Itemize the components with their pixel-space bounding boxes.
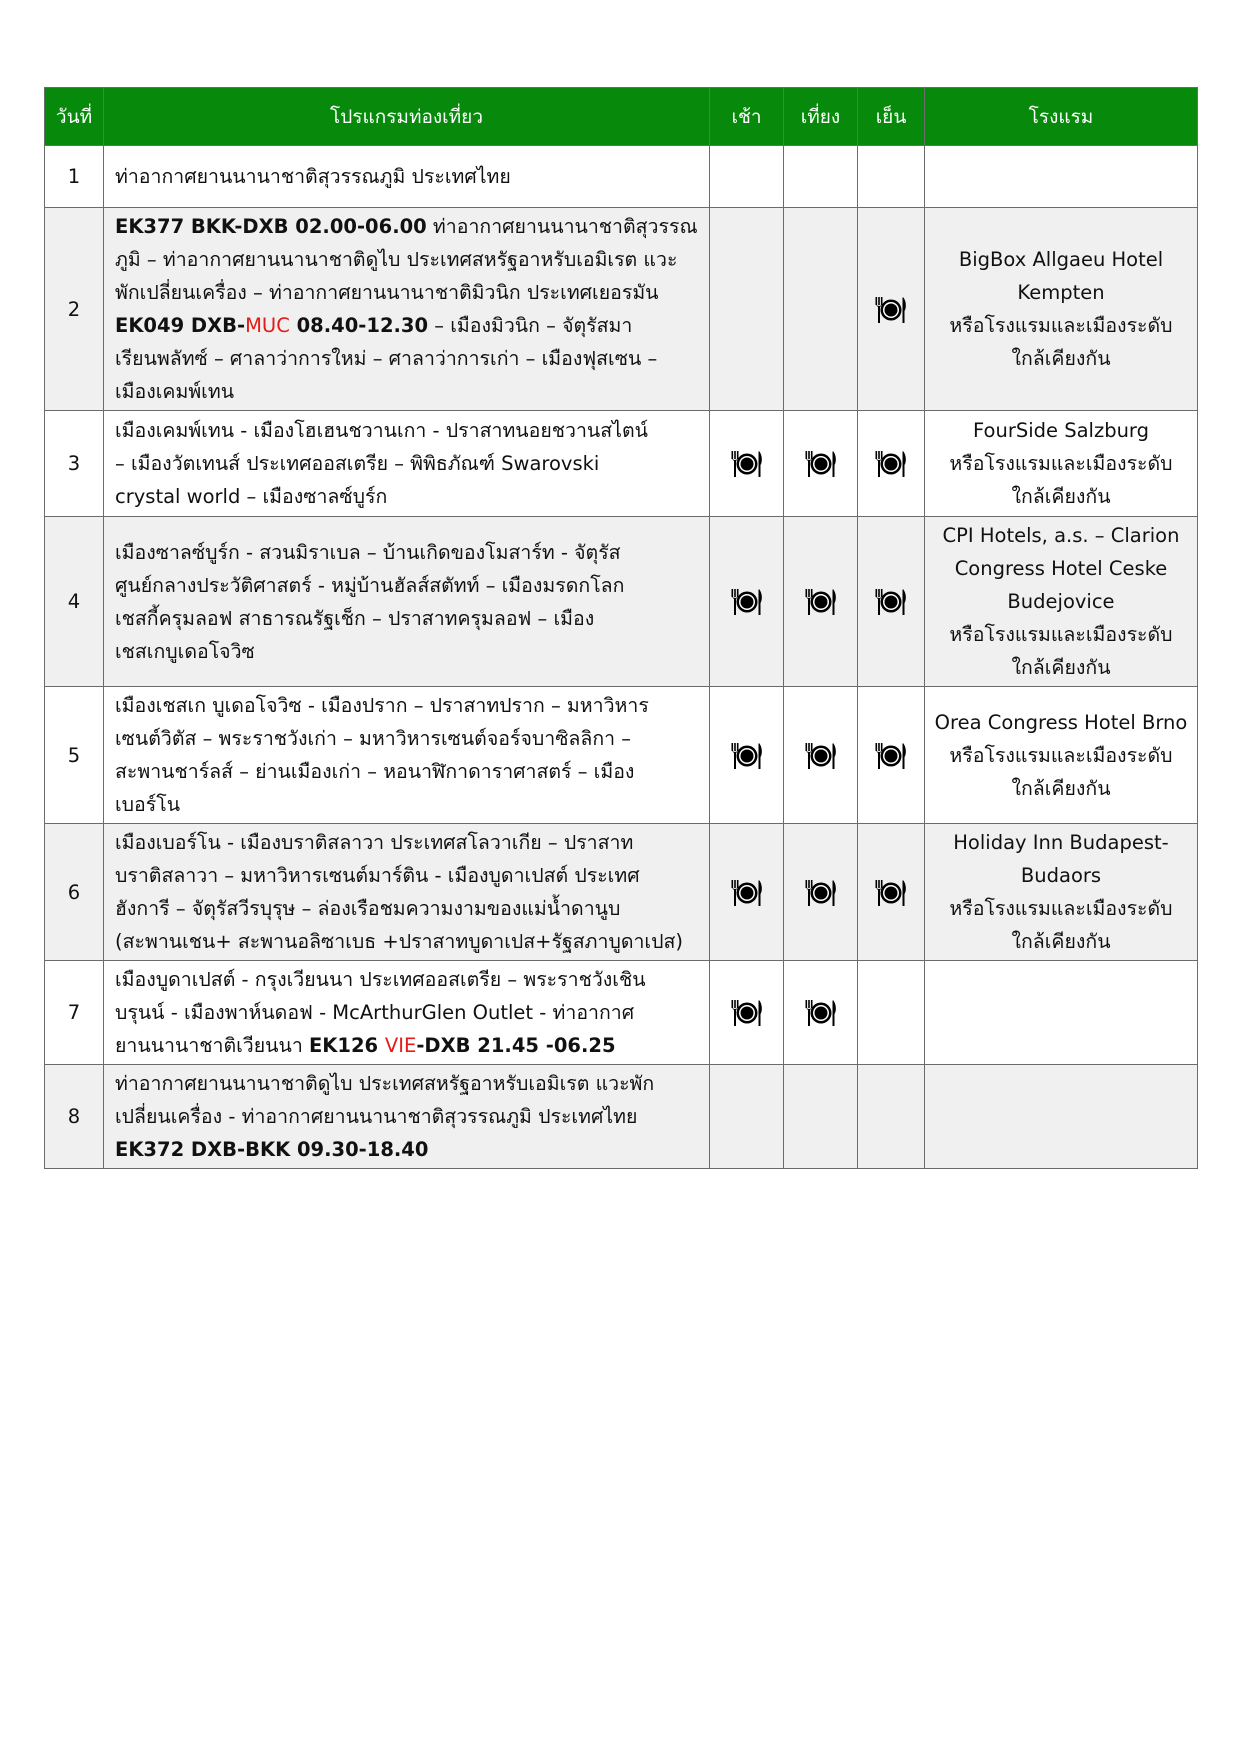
program-line [115,788,699,821]
program-text: crystal world – เมืองซาลซ์บูร์ก [115,485,388,508]
day-number: 7 [45,961,104,1065]
program-description [104,961,710,1065]
plate-fork-knife-icon [804,448,838,480]
program-description [104,146,710,208]
program-line [115,689,699,722]
plate-fork-knife-icon [874,877,908,909]
header-breakfast: เช้า [710,88,784,146]
program-text: บราติสลาวา – มหาวิหารเซนต์มาร์ติน - เมืองบูดาเปสต์ ประเทศ [115,864,640,887]
program-text: พักเปลี่ยนเครื่อง – ท่าอากาศยานนานาชาติมิวนิก ประเทศเยอรมัน [115,281,659,304]
program-line [115,925,699,958]
hotel-line: หรือโรงแรมและเมืองระดับ [949,623,1173,646]
program-text: ยานนานาชาติเวียนนา [115,1034,309,1057]
plate-fork-knife-icon [804,877,838,909]
table-row [45,1065,1198,1169]
lunch-cell [784,824,858,961]
header-dinner: เย็น [858,88,925,146]
flight-info: -DXB 21.45 -06.25 [416,1034,616,1057]
program-text: เชสกี้ครุมลอฟ สาธารณรัฐเช็ก – ปราสาทครุมลอฟ – เมือง [115,606,595,630]
program-line [115,243,699,276]
program-line [115,1133,699,1166]
program-text: เมืองเคมพ์เทน - เมืองโฮเฮนชวานเกา - ปราสาทนอยชวานสไตน์ [115,419,648,442]
flight-info: EK377 BKK-DXB 02.00-06.00 [115,215,427,238]
lunch-cell [784,961,858,1065]
program-line [115,480,699,513]
program-line [115,859,699,892]
program-line [115,309,699,342]
hotel-line: หรือโรงแรมและเมืองระดับ [949,897,1173,920]
breakfast-cell [710,146,784,208]
hotel-line: Congress Hotel Ceske [954,557,1168,580]
program-text: เปลี่ยนเครื่อง - ท่าอากาศยานนานาชาติสุวรรณภูมิ ประเทศไทย [115,1105,638,1128]
hotel-line: Kempten [1017,281,1105,304]
hotel-cell [925,146,1198,208]
plate-fork-knife-icon [804,997,838,1029]
hotel-cell [925,1065,1198,1169]
hotel-line: Orea Congress Hotel Brno [934,710,1188,734]
program-line [115,375,699,408]
lunch-cell [784,687,858,824]
hotel-line: BigBox Allgaeu Hotel [958,248,1164,271]
header-hotel: โรงแรม [925,88,1198,146]
day-number: 2 [45,208,104,411]
flight-info: EK126 [308,1034,385,1057]
program-line [115,276,699,309]
program-line [115,635,699,668]
plate-fork-knife-icon [874,740,908,772]
hotel-cell [925,961,1198,1065]
program-text: เบอร์โน [115,793,181,816]
program-description [104,824,710,961]
program-line [115,892,699,925]
plate-fork-knife-icon [874,586,908,618]
hotel-cell [925,824,1198,961]
breakfast-cell [710,411,784,517]
airport-code-highlight: VIE [384,1034,417,1057]
day-number: 5 [45,687,104,824]
program-description [104,208,710,411]
hotel-cell [925,687,1198,824]
table-row [45,146,1198,208]
program-line [115,722,699,755]
day-number: 6 [45,824,104,961]
flight-info: 08.40-12.30 [289,314,429,337]
program-text: ท่าอากาศยานนานาชาติสุวรรณ [426,215,698,238]
program-line [115,342,699,375]
plate-fork-knife-icon [730,997,764,1029]
program-line [115,996,699,1029]
hotel-line: หรือโรงแรมและเมืองระดับ [949,743,1173,767]
program-line [115,826,699,859]
lunch-cell [784,146,858,208]
dinner-cell [858,411,925,517]
hotel-line: หรือโรงแรมและเมืองระดับ [949,314,1173,337]
plate-fork-knife-icon [730,448,764,480]
program-text: ท่าอากาศยานนานาชาติดูไบ ประเทศสหรัฐอาหรับเอมิเรต แวะพัก [115,1072,655,1095]
table-header [45,88,1198,146]
program-text: สะพานชาร์ลส์ – ย่านเมืองเก่า – หอนาฬิกาดาราศาสตร์ – เมือง [115,760,635,783]
hotel-line: FourSide Salzburg [973,419,1149,442]
program-line [115,1100,699,1133]
hotel-cell [925,411,1198,517]
hotel-cell [925,517,1198,687]
plate-fork-knife-icon [804,740,838,772]
program-line [115,447,699,480]
program-text: ภูมิ – ท่าอากาศยานนานาชาติดูไบ ประเทศสหรัฐอาหรับเอมิเรต แวะ [115,248,678,271]
lunch-cell [784,1065,858,1169]
table-row [45,208,1198,411]
lunch-cell [784,208,858,411]
day-number: 4 [45,517,104,687]
hotel-line: ใกล้เคียงกัน [1011,485,1111,508]
program-text: เชสเกบูเดอโจวิซ [115,639,255,663]
lunch-cell [784,411,858,517]
plate-fork-knife-icon [874,294,908,326]
header-day: วันที่ [45,88,104,146]
program-description [104,687,710,824]
dinner-cell [858,824,925,961]
hotel-line: CPI Hotels, a.s. – Clarion [942,524,1180,547]
dinner-cell [858,687,925,824]
dinner-cell [858,517,925,687]
day-number: 3 [45,411,104,517]
program-text: ท่าอากาศยานนานาชาติสุวรรณภูมิ ประเทศไทย [115,165,511,188]
program-line [115,1067,699,1100]
airport-code-highlight: MUC [245,314,290,337]
plate-fork-knife-icon [730,877,764,909]
program-text: เซนต์วิตัส – พระราชวังเก่า – มหาวิหารเซนต์จอร์จบาซิลลิกา – [115,727,632,750]
program-text: เมืองซาลซ์บูร์ก - สวนมิราเบล – บ้านเกิดของโมสาร์ท - จัตุรัส [115,540,621,564]
program-line [115,755,699,788]
breakfast-cell [710,517,784,687]
program-text: เมืองเชสเก บูเดอโจวิซ - เมืองปราก – ปราสาทปราก – มหาวิหาร [115,694,649,717]
program-line [115,160,699,193]
table-row [45,824,1198,961]
hotel-line: ใกล้เคียงกัน [1011,656,1111,679]
hotel-line: ใกล้เคียงกัน [1011,930,1111,953]
program-line [115,210,699,243]
program-text: บรุนน์ - เมืองพาห์นดอฟ - McArthurGlen Outlet - ท่าอากาศ [115,1001,635,1024]
breakfast-cell [710,1065,784,1169]
hotel-line: Holiday Inn Budapest- [953,831,1169,854]
breakfast-cell [710,824,784,961]
program-text: เมืองเบอร์โน - เมืองบราติสลาวา ประเทศสโลวาเกีย – ปราสาท [115,831,634,854]
plate-fork-knife-icon [804,586,838,618]
header-row [45,88,1198,146]
table-row [45,517,1198,687]
flight-info: EK372 DXB-BKK 09.30-18.40 [115,1138,429,1161]
hotel-line: Budaors [1020,864,1102,887]
program-description [104,1065,710,1169]
program-text: ศูนย์กลางประวัติศาสตร์ - หมู่บ้านฮัลส์สตัทท์ – เมืองมรดกโลก [115,573,625,597]
plate-fork-knife-icon [874,448,908,480]
breakfast-cell [710,961,784,1065]
hotel-cell [925,208,1198,411]
program-text: ฮังการี – จัตุรัสวีรบุรุษ – ล่องเรือชมความงามของแม่น้ำดานูบ [115,897,621,920]
plate-fork-knife-icon [730,586,764,618]
table-body [45,146,1198,1169]
program-text: เรียนพลัทซ์ – ศาลาว่าการใหม่ – ศาลาว่าการเก่า – เมืองฟุสเซน – [115,347,658,370]
program-text: เมืองบูดาเปสต์ - กรุงเวียนนา ประเทศออสเตรีย – พระราชวังเชิน [115,968,646,991]
flight-info: EK049 DXB- [115,314,246,337]
program-description [104,517,710,687]
program-text: (สะพานเชน+ สะพานอลิซาเบธ +ปราสาทบูดาเปส+รัฐสภาบูดาเปส) [115,930,683,953]
breakfast-cell [710,208,784,411]
dinner-cell [858,961,925,1065]
program-text: เมืองเคมพ์เทน [115,380,235,403]
day-number: 1 [45,146,104,208]
program-line [115,536,699,569]
program-description [104,411,710,517]
program-line [115,414,699,447]
program-line [115,602,699,635]
table-row [45,687,1198,824]
hotel-line: หรือโรงแรมและเมืองระดับ [949,452,1173,475]
dinner-cell [858,146,925,208]
program-text: – เมืองวัตเทนส์ ประเทศออสเตรีย – พิพิธภัณฑ์ Swarovski [115,452,600,475]
lunch-cell [784,517,858,687]
breakfast-cell [710,687,784,824]
table-row [45,961,1198,1065]
hotel-line: ใกล้เคียงกัน [1011,347,1111,370]
itinerary-table [44,87,1198,1169]
program-line [115,569,699,602]
hotel-line: ใกล้เคียงกัน [1011,776,1111,800]
table-row [45,411,1198,517]
program-text: – เมืองมิวนิก – จัตุรัสมา [428,314,633,337]
program-line [115,963,699,996]
plate-fork-knife-icon [730,740,764,772]
program-line [115,1029,699,1062]
dinner-cell [858,1065,925,1169]
header-lunch: เที่ยง [784,88,858,146]
dinner-cell [858,208,925,411]
day-number: 8 [45,1065,104,1169]
hotel-line: Budejovice [1007,590,1115,613]
header-program: โปรแกรมท่องเที่ยว [104,88,710,146]
